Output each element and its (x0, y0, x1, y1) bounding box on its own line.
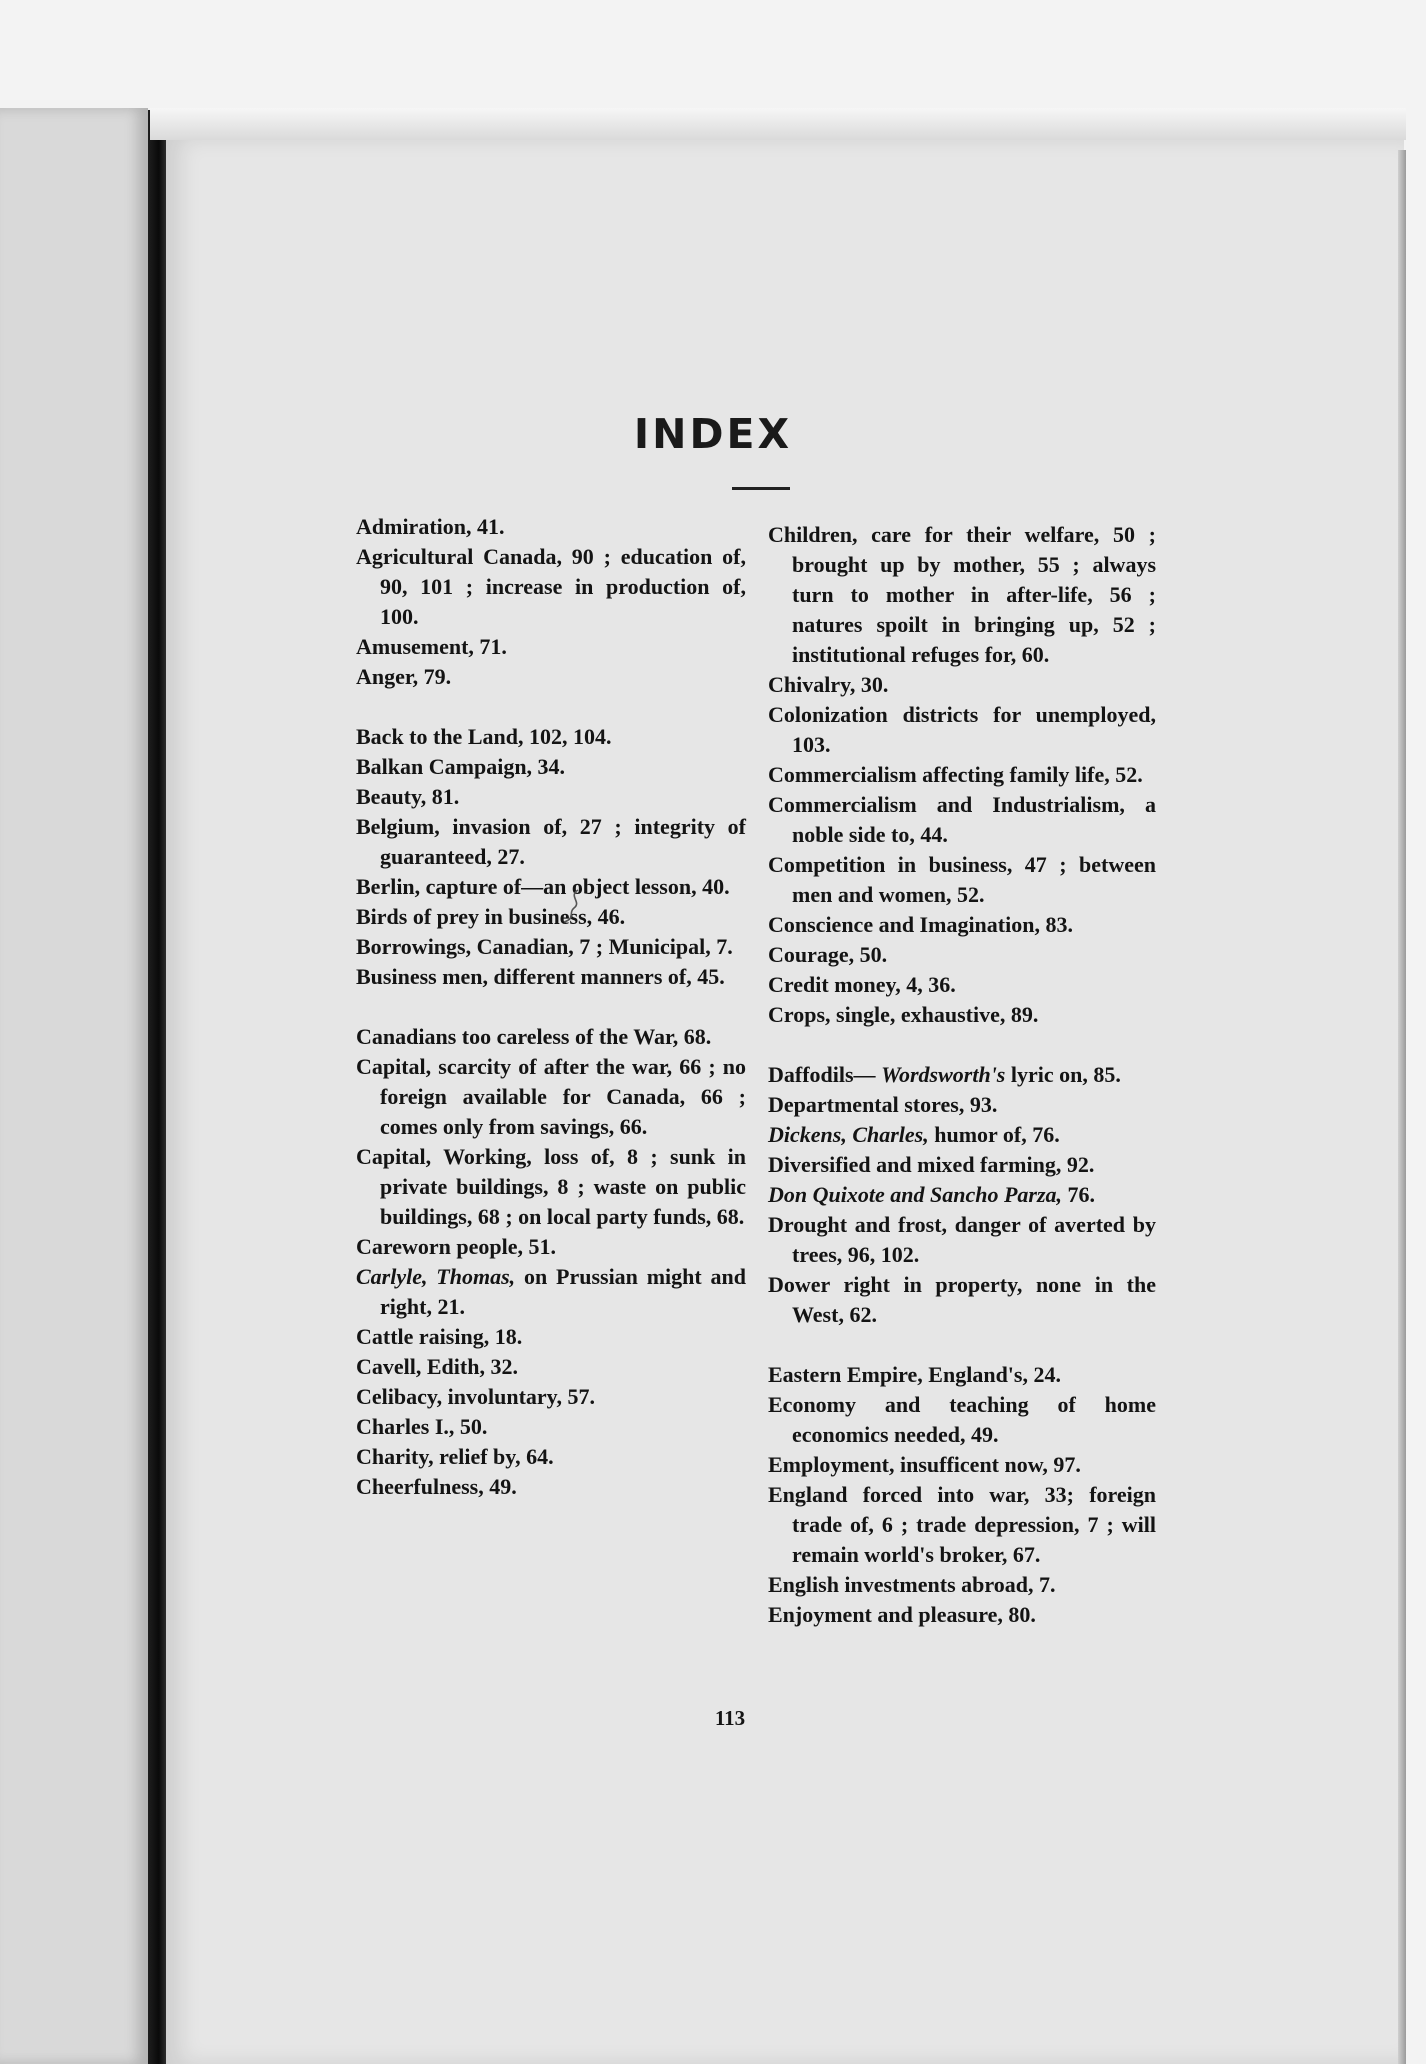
index-entry (768, 1480, 1156, 1570)
index-entry-text: Borrowings, Canadian, 7 ; Municipal, 7. (356, 934, 733, 959)
index-entry (356, 1052, 746, 1142)
index-entry (768, 1360, 1156, 1390)
index-entry-text: Cattle raising, 18. (356, 1324, 523, 1349)
index-entry (356, 632, 746, 662)
index-entry (768, 850, 1156, 910)
index-entry (356, 782, 746, 812)
facing-page-edge (0, 108, 148, 2064)
index-entry (768, 760, 1156, 790)
index-entry-text: lyric on, 85. (1005, 1062, 1121, 1087)
index-entry-italic: Dickens, Charles, (768, 1122, 929, 1147)
index-entry (768, 1210, 1156, 1270)
index-entry (356, 1322, 746, 1352)
index-entry-text: Commercialism affecting family life, 52. (768, 762, 1143, 787)
index-entry (768, 1390, 1156, 1450)
index-entry-text: Amusement, 71. (356, 634, 507, 659)
index-entry-text: Back to the Land, 102, 104. (356, 724, 612, 749)
index-entry (356, 1472, 746, 1502)
index-entry-italic: Carlyle, Thomas, (356, 1264, 516, 1289)
index-entry-text: Drought and frost, danger of averted by trees, 96, 102. (768, 1212, 1156, 1267)
index-entry-text: Economy and teaching of home economics needed, 49. (768, 1392, 1156, 1447)
index-entry-text: Charles I., 50. (356, 1414, 488, 1439)
index-entry (356, 1022, 746, 1052)
index-entry (356, 812, 746, 872)
index-entry-text: humor of, 76. (928, 1122, 1060, 1147)
index-entry-text: Conscience and Imagination, 83. (768, 912, 1073, 937)
index-entry (356, 1262, 746, 1322)
index-entry-text: Cavell, Edith, 32. (356, 1354, 518, 1379)
index-entry (768, 700, 1156, 760)
index-entry (768, 1270, 1156, 1330)
index-entry-text: Celibacy, involuntary, 57. (356, 1384, 595, 1409)
index-entry-text: Anger, 79. (356, 664, 452, 689)
book-gutter (148, 110, 166, 2064)
index-entry-text: Dower right in property, none in the West, 62. (768, 1272, 1156, 1327)
index-entry (356, 662, 746, 692)
index-entry (356, 902, 746, 932)
index-entry-text: Capital, scarcity of after the war, 66 ; no foreign available for Canada, 66 ; comes only from savings, 66. (356, 1054, 746, 1139)
index-entry-text: Chivalry, 30. (768, 672, 889, 697)
index-entry-text: Beauty, 81. (356, 784, 460, 809)
index-entry-text: England forced into war, 33; foreign trade of, 6 ; trade depression, 7 ; will remain world's broker, 67. (768, 1482, 1156, 1567)
page-number: 113 (714, 1706, 746, 1730)
index-entry (356, 1382, 746, 1412)
index-entry (356, 962, 746, 992)
index-entry-text: Diversified and mixed farming, 92. (768, 1152, 1095, 1177)
index-entry-text: Belgium, invasion of, 27 ; integrity of guaranteed, 27. (356, 814, 746, 869)
index-entry-text: 76. (1062, 1182, 1096, 1207)
index-entry-italic: Don Quixote and Sancho Parza, (768, 1182, 1063, 1207)
index-entry-text: Admiration, 41. (356, 514, 505, 539)
index-entry-text: Crops, single, exhaustive, 89. (768, 1002, 1039, 1027)
index-entry (768, 970, 1156, 1000)
index-entry-text: Courage, 50. (768, 942, 888, 967)
page-title: INDEX (633, 410, 793, 458)
index-entry (768, 520, 1156, 670)
index-column-right (768, 520, 1156, 1630)
pencil-mark-icon (560, 888, 590, 924)
index-entry (768, 1180, 1156, 1210)
index-entry-text: Balkan Campaign, 34. (356, 754, 566, 779)
index-entry (356, 1442, 746, 1472)
index-entry (768, 1150, 1156, 1180)
index-entry-text: Credit money, 4, 36. (768, 972, 956, 997)
index-column-left (356, 512, 746, 1502)
index-entry (356, 1412, 746, 1442)
index-entry-text: Capital, Working, loss of, 8 ; sunk in private buildings, 8 ; waste on public buildings, 68 ; on local party funds, 68. (356, 1144, 746, 1229)
index-entry (768, 940, 1156, 970)
index-entry-text: Berlin, capture of—an object lesson, 40. (356, 874, 730, 899)
index-entry (768, 1450, 1156, 1480)
index-entry-text: Departmental stores, 93. (768, 1092, 998, 1117)
index-entry (768, 1060, 1156, 1090)
title-divider (732, 487, 790, 490)
index-entry-text: Colonization districts for unemployed, 103. (768, 702, 1156, 757)
index-entry (356, 1352, 746, 1382)
index-entry-prefix: Daffodils— (768, 1062, 882, 1087)
index-entry-text: Enjoyment and pleasure, 80. (768, 1602, 1036, 1627)
index-entry (356, 872, 746, 902)
index-entry (356, 1232, 746, 1262)
index-entry-text: Birds of prey in business, 46. (356, 904, 626, 929)
index-entry (356, 752, 746, 782)
index-entry-text: Charity, relief by, 64. (356, 1444, 554, 1469)
index-entry-text: Employment, insufficent now, 97. (768, 1452, 1081, 1477)
index-entry-text: Canadians too careless of the War, 68. (356, 1024, 712, 1049)
index-entry-text: English investments abroad, 7. (768, 1572, 1056, 1597)
index-entry (768, 790, 1156, 850)
index-entry-text: Children, care for their welfare, 50 ; brought up by mother, 55 ; always turn to mother in after-life, 56 ; natures spoilt in bringing up, 52 ; institutional refuges for, 60. (768, 522, 1156, 667)
index-entry (356, 542, 746, 632)
index-entry-text: Careworn people, 51. (356, 1234, 557, 1259)
index-entry-text: Business men, different manners of, 45. (356, 964, 725, 989)
index-entry-text: Agricultural Canada, 90 ; education of, 90, 101 ; increase in production of, 100. (356, 544, 746, 629)
page-top-edge (150, 108, 1406, 140)
index-entry-text: Cheerfulness, 49. (356, 1474, 517, 1499)
index-entry-text: Eastern Empire, England's, 24. (768, 1362, 1061, 1387)
index-entry-text: on Prussian might and right, 21. (380, 1264, 746, 1319)
index-entry (768, 670, 1156, 700)
index-entry-text: Commercialism and Industrialism, a noble side to, 44. (768, 792, 1156, 847)
index-entry (768, 1120, 1156, 1150)
index-entry (356, 722, 746, 752)
index-entry (768, 1570, 1156, 1600)
index-entry (356, 512, 746, 542)
index-entry (768, 1600, 1156, 1630)
index-entry-italic: Wordsworth's (881, 1062, 1006, 1087)
index-entry (768, 1000, 1156, 1030)
index-entry (356, 932, 746, 962)
index-entry (356, 1142, 746, 1232)
index-entry-text: Competition in business, 47 ; between men and women, 52. (768, 852, 1156, 907)
index-entry (768, 910, 1156, 940)
index-entry (768, 1090, 1156, 1120)
